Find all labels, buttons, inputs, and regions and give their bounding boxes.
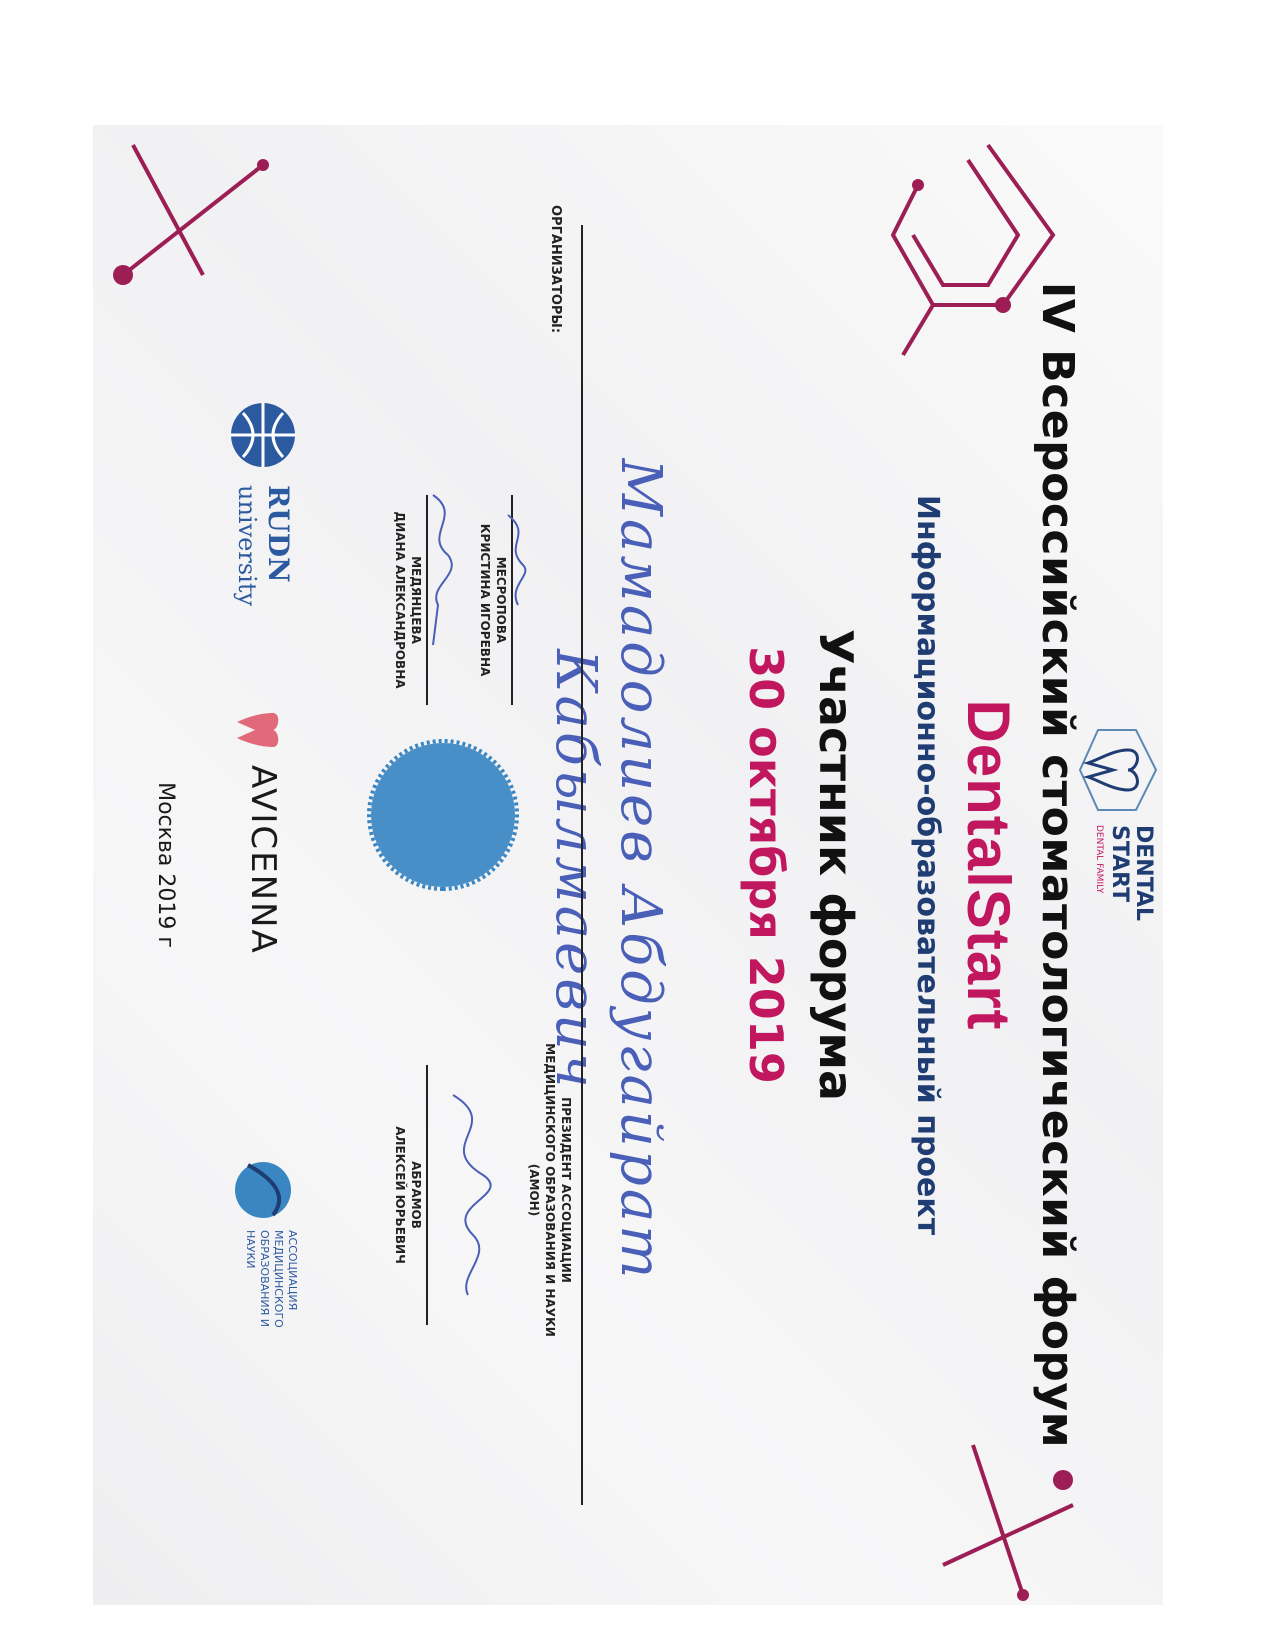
tooth-hexagon-icon: [1078, 725, 1158, 815]
amon-text-4: НАУКИ: [244, 1230, 257, 1269]
rudn-university-text: university: [233, 485, 261, 607]
place-year: Москва 2019 г: [153, 782, 178, 948]
president-title-3: (АМОН): [527, 1163, 541, 1217]
amon-globe-icon: [223, 1155, 303, 1225]
org1-fullname: КРИСТИНА ИГОРЕВНА: [478, 523, 492, 677]
participant-name-handwritten: Мамадолиев Абдугайрат Кабылмаевич: [543, 458, 673, 1282]
avicenna-logo: [193, 705, 283, 965]
org2-signature: [418, 485, 463, 655]
president-sign-line: [426, 1065, 428, 1325]
name-underline: [581, 225, 583, 1505]
logo-text-family: DENTAL FAMILY: [1094, 825, 1104, 894]
forum-date: 30 октября 2019: [739, 646, 793, 1084]
avicenna-text: AVICENNA: [243, 765, 283, 955]
president-fullname: АЛЕКСЕЙ ЮРЬЕВИЧ: [393, 1126, 407, 1264]
org1-surname: МЕСРОПОВА: [494, 556, 508, 644]
president-title-1: ПРЕЗИДЕНТ АССОЦИАЦИИ: [559, 1097, 573, 1283]
brand-name: DentalStart: [955, 699, 1022, 1031]
rudn-logo: [193, 395, 303, 615]
rudn-text: RUDN: [262, 485, 295, 583]
project-subtitle: Информационно-образовательный проект: [910, 494, 945, 1236]
dental-start-logo: [1078, 725, 1158, 1005]
org2-fullname: ДИАНА АЛЕКСАНДРОВНА: [393, 511, 407, 689]
amon-text-2: МЕДИЦИНСКОГО: [272, 1230, 285, 1328]
amon-text-3: ОБРАЗОВАНИЯ И: [258, 1230, 271, 1328]
tooth-icon: [233, 705, 283, 755]
forum-title: IV Всероссийский стоматологический форум: [1032, 281, 1083, 1449]
certificate: [93, 125, 1163, 1605]
organizers-label: ОРГАНИЗАТОРЫ:: [548, 205, 563, 334]
rudn-globe-icon: [223, 395, 303, 475]
org2-surname: МЕДЯНЦЕВА: [409, 556, 423, 644]
cross-top-left-b: [133, 145, 203, 275]
president-surname: АБРАМОВ: [409, 1161, 423, 1229]
logo-text-dental: DENTAL: [1131, 825, 1156, 922]
president-signature: [423, 1085, 513, 1305]
amon-text-1: АССОЦИАЦИЯ: [286, 1230, 299, 1311]
amon-logo: [193, 1155, 303, 1335]
blue-seal-stamp: [363, 735, 523, 895]
president-title-2: МЕДИЦИНСКОГО ОБРАЗОВАНИЯ И НАУКИ: [543, 1043, 557, 1337]
participant-role: Участник форума: [809, 628, 863, 1102]
logo-text-start: START: [1107, 825, 1132, 903]
